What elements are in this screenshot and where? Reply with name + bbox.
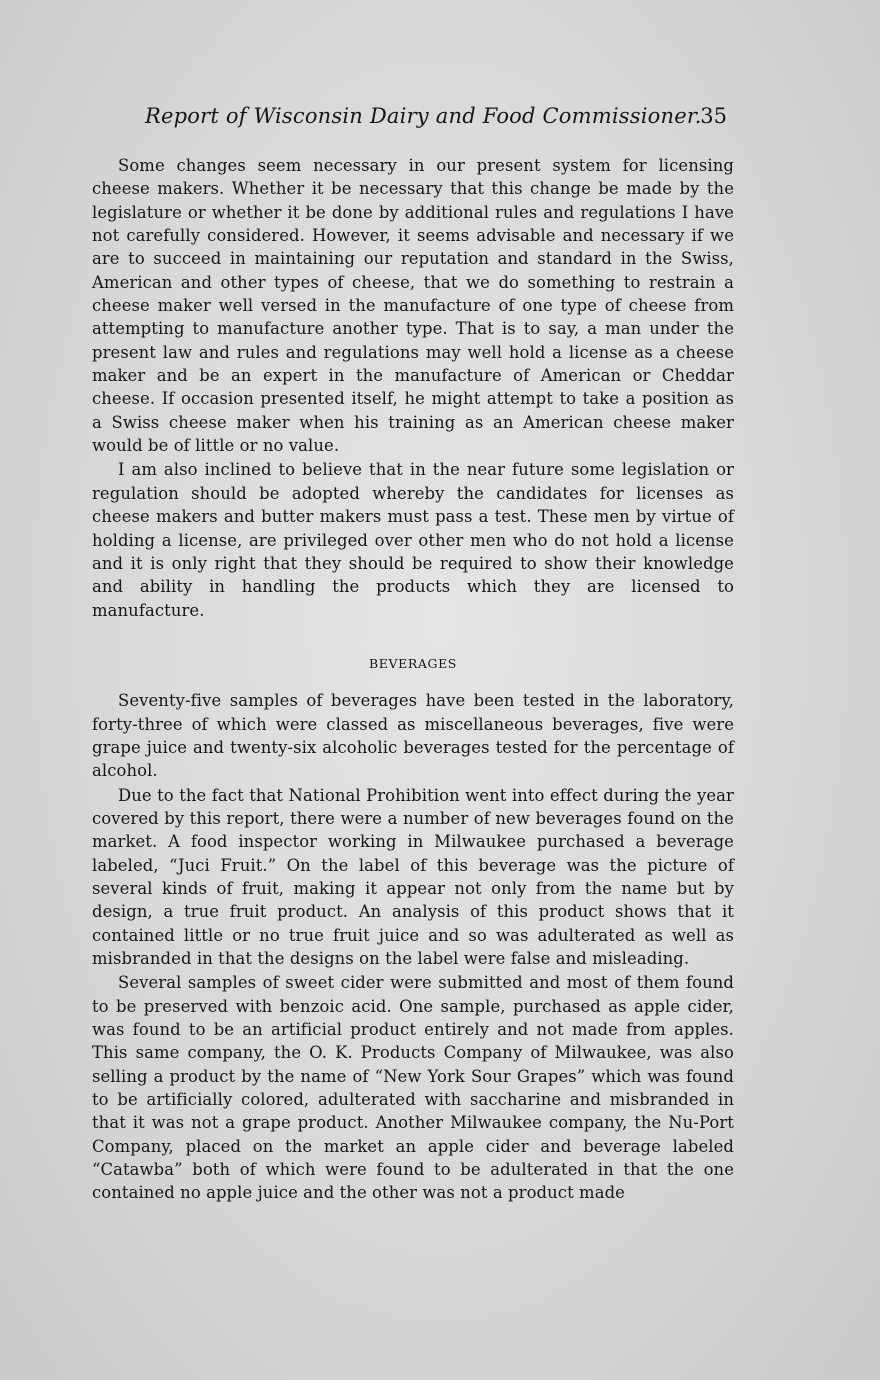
running-title: Report of Wisconsin Dairy and Food Commissioner.	[145, 104, 702, 128]
page-number: 35	[700, 104, 727, 128]
paragraph-licensing: Some changes seem necessary in our present system for licensing cheese makers. Whether it be necessary that this change be made by the legislature or whether it be done by additional rules and regulations I have not carefully considered. However, it seems advisable and necessary if we are to succeed in maintaining our reputation and standard in the Swiss, American and other types of cheese, that we do something to restrain a cheese maker well versed in the manufacture of one type of cheese from attempting to manufacture another type. That is to say, a man under the present law and rules and regulations may well hold a license as a cheese maker and be an expert in the manufacture of American or Cheddar cheese. If occasion presented itself, he might attempt to take a position as a Swiss cheese maker when his training as an American cheese maker would be of little or no value.	[92, 156, 734, 456]
paragraph-prohibition: Due to the fact that National Prohibition went into effect during the year covered by this report, there were a number of new beverages found on the market. A food inspector working in Milwaukee purchased a beverage labeled, “Juci Fruit.” On the label of this beverage was the picture of several kinds of fruit, making it appear not only from the name but by design, a true fruit product. An analysis of this product shows that it contained little or no true fruit juice and so was adulterated as well as misbranded in that the designs on the label were false and misleading.	[92, 785, 734, 968]
section-heading-beverages: BEVERAGES	[369, 655, 457, 671]
paragraph-sweet-cider: Several samples of sweet cider were submitted and most of them found to be preserved with benzoic acid. One sample, purchased as apple cider, was found to be an artificial product entirely and not made from apples. This same company, the O. K. Products Company of Milwaukee, was also selling a product by the name of “New York Sour Grapes” which was found to be artificially colored, adulterated with saccharine and misbranded in that it was not a grape product. Another Milwaukee company, the Nu-Port Company, placed on the market an apple cider and beverage labeled “Catawba” both of which were found to be adulterated in that the one contained no apple juice and the other was not a product made	[92, 973, 734, 1203]
paragraph-legislation: I am also inclined to believe that in the near future some legislation or regulation should be adopted whereby the candidates for licenses as cheese makers and butter makers must pass a test. These men by virtue of holding a license, are privileged over other men who do not hold a license and it is only right that they should be required to show their knowledge and ability in handling the products which they are licensed to manufacture.	[92, 460, 734, 620]
body-text	[92, 154, 734, 1205]
running-head	[145, 104, 735, 138]
paragraph-beverage-samples: Seventy-five samples of beverages have been tested in the laboratory, forty-three of which were classed as miscellaneous beverages, five were grape juice and twenty-six alcoholic beverages tested for the percentage of alcohol.	[92, 691, 734, 781]
